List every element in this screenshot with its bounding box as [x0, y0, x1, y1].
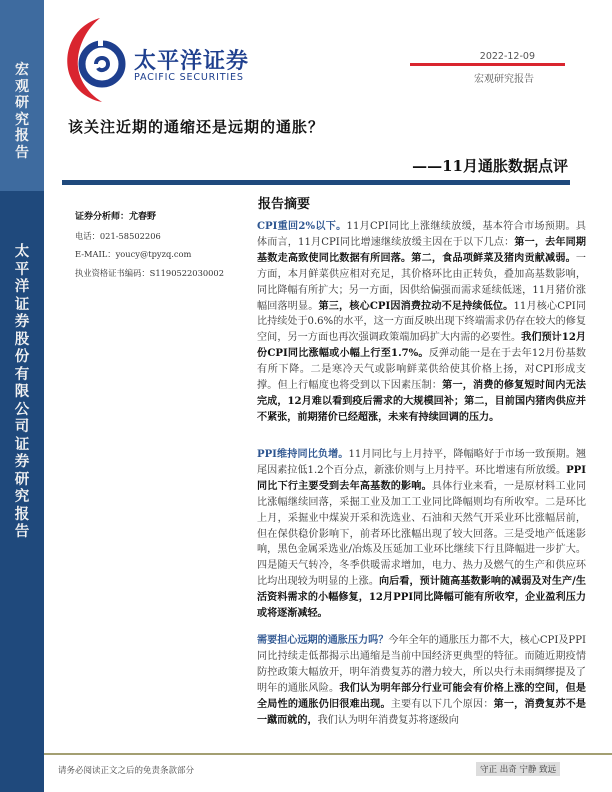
page-title: 该关注近期的通缩还是远期的通胀？	[68, 118, 325, 136]
footer-disclaimer: 请务必阅读正文之后的免责条款部分	[58, 766, 195, 776]
body-text: 11月同比与上月持平，降幅略好于市场一致预期。翘尾因素拉低1.2个百分点，新涨价则与上月持平。环比增速有所放缓。	[257, 449, 586, 476]
report-date: 2022-12-09	[479, 51, 535, 62]
summary-paragraph	[257, 219, 586, 426]
analyst-phone: 电话：021-58502206	[75, 230, 161, 241]
analyst-info	[75, 208, 224, 282]
bold-text: 第一，去年同期基数走高致使同比数据有所回落。第二，食品项鲜菜及猪肉贡献减弱。	[257, 236, 586, 264]
bold-text: 第一，消费的修复短时间内无法完成，12月难以看到疫后需求的大规模回补；第二，目前国内猪肉供应并不紧张，前期猪价已经超涨，未来有持续回调的压力。	[257, 380, 586, 423]
body-text: 具体行业来看，一是原材料工业同比涨幅继续回落，采掘工业及加工工业同比降幅则均有所收窄。二是环比上月，采掘业中煤炭开采和洗选业、石油和天然气开采业环比涨幅居前，但在保供稳价影响下，前者环比涨幅出现了较大回落。三是受地产低迷影响，黑色金属采选业/冶炼及压延加工业环比继续下行且降幅进一步扩大。四是随天气转冷，冬季供暖需求增加，电力、热力及燃气的生产和供应环比均出现较为明显的上涨。	[257, 480, 587, 588]
summary-heading: 报告摘要	[258, 197, 311, 212]
brand-name-cn: 太平洋证券	[134, 49, 250, 74]
sidebar-report-type: 宏观研究报告	[15, 62, 29, 161]
title-divider	[62, 180, 570, 185]
pacific-securities-logo-icon	[62, 14, 128, 102]
body-text: 11月CPI同比上涨继续放缓，基本符合市场预期。具体而言，11月CPI同比增速继续放缓主因在于以下几点：	[257, 221, 586, 248]
analyst-name: 证券分析师：尤春野	[75, 212, 157, 222]
paragraph-lead: CPI重回2%以下。	[257, 221, 347, 232]
body-text: 一方面，本月鲜菜供应相对充足，其价格环比由正转负，叠加高基数影响，同比降幅有所扩大；另一方面，因供给偏强而需求延续低迷，11月猪价涨幅回落明显。	[257, 252, 586, 312]
paragraph-lead: 需要担心远期的通胀压力吗？	[257, 635, 389, 646]
analyst-license: 执业资格证书编码：S1190522030002	[75, 267, 224, 278]
body-text: 今年全年的通胀压力都不大，核心CPI及PPI同比持续走低都揭示出通缩是当前中国经济更典型的特征。而随近期疫情防控政策大幅放开，明年消费复苏的潜力较大，所以央行未雨绸缪提及了明年的通胀风险。	[257, 635, 586, 694]
footer-divider	[44, 753, 612, 755]
bold-text: 我们预计12月份CPI同比涨幅或小幅上行至1.7%。	[257, 332, 587, 360]
bold-text: PPI同比下行主要受到去年高基数的影响。	[257, 464, 586, 492]
bold-text: 向后看，预计随高基数影响的减弱及对生产/生活资料需求的小幅修复，12月PPI同比降幅可能有所收窄，企业盈利压力或将逐渐减轻。	[257, 576, 587, 620]
body-text: 反弹动能一是在于去年12月份基数有所下降。二是寒冷天气或影响鲜菜供给使其价格上扬，对CPI形成支撑。但上行幅度也将受到以下因素压制：	[257, 348, 586, 392]
bold-text: 第一，消费复苏不是一蹴而就的，	[257, 698, 587, 726]
page-subtitle: ——11月通胀数据点评	[412, 157, 568, 175]
summary-paragraph	[257, 447, 586, 622]
bold-text: 我们认为明年部分行业可能会有价格上涨的空间，但是全局性的通胀仍旧很难出现。	[257, 682, 587, 710]
analyst-email[interactable]: E-MAIL：youcy@tpyzq.com	[75, 249, 192, 259]
body-text: 11月核心CPI同比持续处于0.6%的水平，这一方面反映出现下终端需求仍存在较大的修复空间，另一方面也再次强调政策端加码扩大内需的必要性。	[257, 300, 586, 344]
bold-text: 第三，核心CPI因消费拉动不足持续低位。	[318, 300, 514, 312]
summary-paragraph	[257, 633, 586, 728]
sidebar-company: 太平洋证券股份有限公司证券研究报告	[14, 243, 30, 540]
body-text: 我们认为明年消费复苏将逐级向	[317, 714, 459, 726]
footer-motto: 守正 出奇 宁静 致远	[476, 762, 560, 776]
paragraph-lead: PPI维持同比负增。	[257, 449, 349, 460]
brand-name-en: PACIFIC SECURITIES	[134, 72, 244, 83]
red-divider	[410, 63, 565, 66]
body-text: 主要有以下几个原因：	[390, 698, 494, 710]
report-type: 宏观研究报告	[474, 74, 534, 85]
